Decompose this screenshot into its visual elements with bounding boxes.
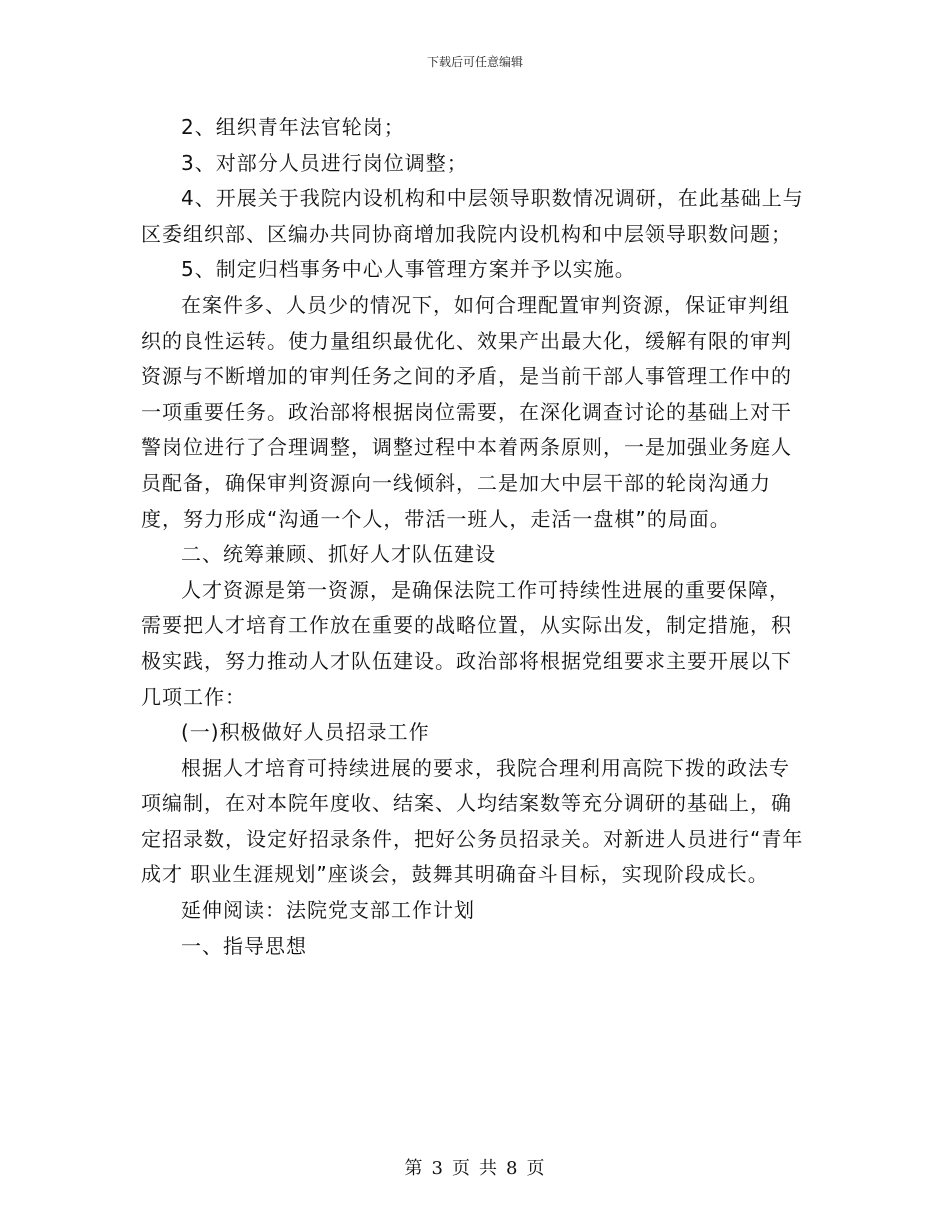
extended-reading-label: 延伸阅读：法院党支部工作计划 — [181, 898, 475, 923]
page-current: 3 — [431, 1158, 444, 1179]
page-number-footer — [0, 1154, 950, 1180]
paragraph: 5、制定归档事务中心人事管理方案并予以实施。 — [181, 257, 636, 282]
page-label-mid2: 共 — [479, 1158, 498, 1179]
page-total: 8 — [506, 1158, 519, 1179]
header-note: 下载后可任意编辑 — [426, 55, 523, 69]
paragraph: 根据人才培育可持续进展的要求，我院合理利用高院下拨的政法专项编制，在对本院年度收、结案、人均结案数等充分调研的基础上，确定招录数，设定好招录条件，把好公务员招录关。对新进人员进行“青年成才 职业生涯规划”座谈会，鼓舞其明确奋斗目标，实现阶段成长。 — [141, 755, 804, 887]
page-label-prefix: 第 — [404, 1158, 424, 1179]
paragraph: 在案件多、人员少的情况下，如何合理配置审判资源，保证审判组织的良性运转。使力量组织最优化、效果产出最大化，缓解有限的审判资源与不断增加的审判任务之间的矛盾，是当前干部人事管理工作中的一项重要任务。政治部将根据岗位需要，在深化调查讨论的基础上对干警岗位进行了合理调整，调整过程中本着两条原则，一是加强业务庭人员配备，确保审判资源向一线倾斜，二是加大中层干部的轮岗沟通力度，努力形成“沟通一个人，带活一班人，走活一盘棋”的局面。 — [141, 292, 792, 531]
page-label-mid1: 页 — [452, 1158, 471, 1179]
paragraph: 4、开展关于我院内设机构和中层领导职数情况调研，在此基础上与区委组织部、区编办共同协商增加我院内设机构和中层领导职数问题； — [141, 186, 804, 246]
paragraph: 3、对部分人员进行岗位调整； — [181, 150, 468, 175]
subsection-heading: (一)积极做好人员招录工作 — [181, 720, 430, 745]
page-label-suffix: 页 — [526, 1158, 546, 1179]
paragraph: 2、组织青年法官轮岗； — [181, 115, 405, 139]
document-body — [141, 110, 809, 964]
section-heading: 一、指导思想 — [181, 933, 307, 958]
paragraph: 人才资源是第一资源，是确保法院工作可持续性进展的重要保障，需要把人才培育工作放在重要的战略位置，从实际出发，制定措施，积极实践，努力推动人才队伍建设。政治部将根据党组要求主要开展以下几项工作： — [141, 577, 792, 709]
section-heading: 二、统筹兼顾、抓好人才队伍建设 — [181, 542, 496, 567]
